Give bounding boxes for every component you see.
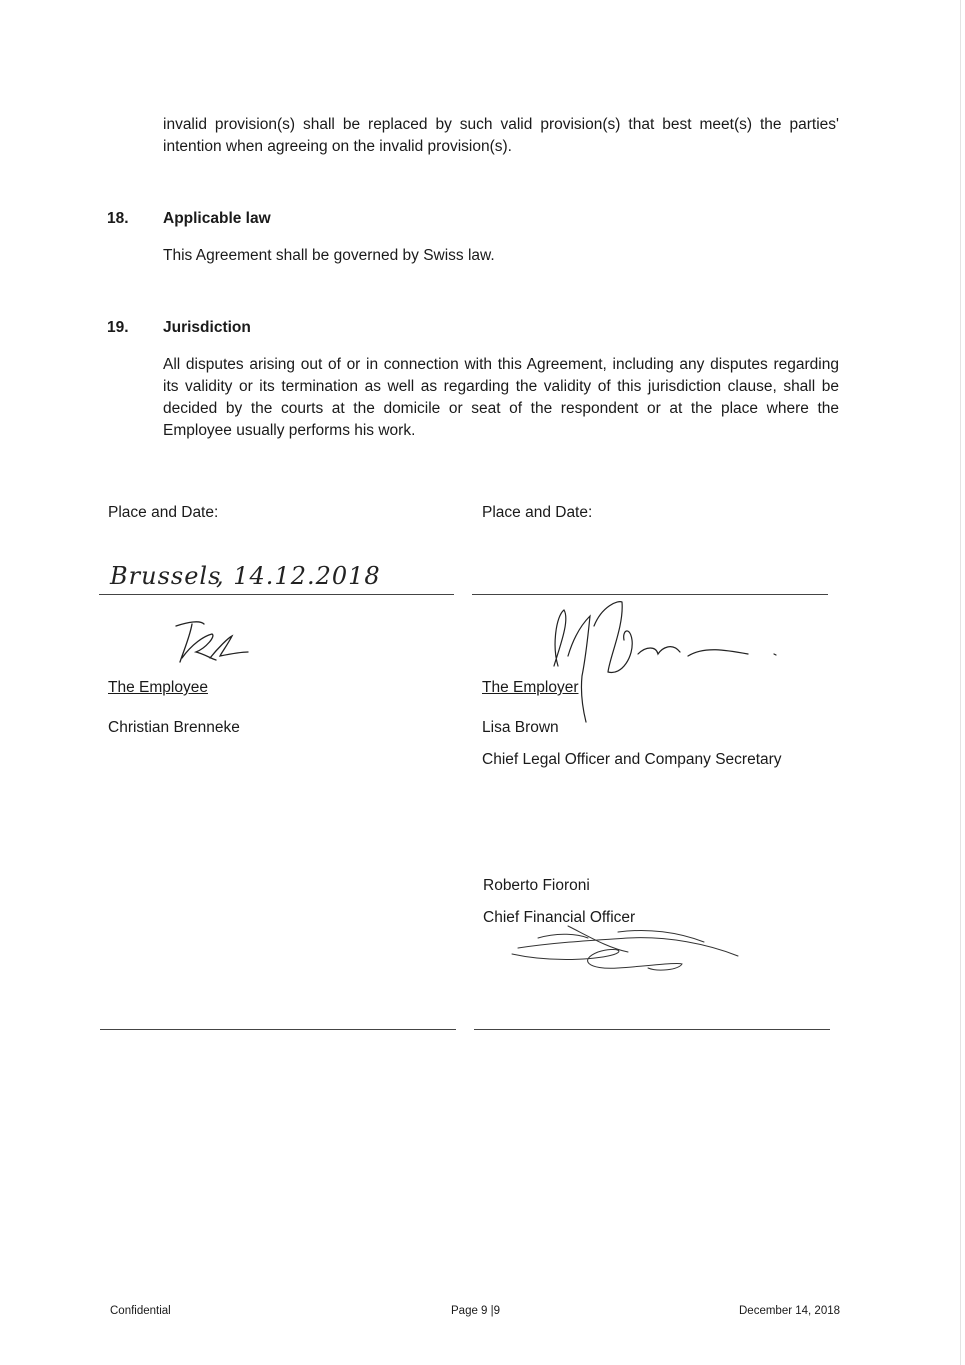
employee-role-label: The Employee bbox=[108, 679, 208, 696]
employer-bottom-line bbox=[474, 1029, 830, 1030]
continuation-paragraph: invalid provision(s) shall be replaced by such valid provision(s) that best meet(s) the parties' intention when agreeing on the invalid provision(s). bbox=[163, 116, 839, 155]
section-19-text: All disputes arising out of or in connection with this Agreement, including any disputes regarding its validity or its termination as well as regarding the validity of this jurisdiction clause, shall be decided by the courts at the domicile or seat of the respondent or at the place where the Employee usually performs his work. bbox=[163, 356, 839, 439]
employer-signer2-name: Roberto Fioroni bbox=[483, 877, 590, 894]
section-18-title: Applicable law bbox=[163, 210, 271, 227]
section-19-title: Jurisdiction bbox=[163, 319, 251, 336]
employer-signature-scribble bbox=[538, 596, 783, 726]
employee-signature-scribble bbox=[170, 618, 250, 668]
section-18-text: This Agreement shall be governed by Swiss law. bbox=[163, 247, 495, 264]
cfo-signature-scribble bbox=[508, 918, 743, 978]
employer-place-date-label: Place and Date: bbox=[482, 504, 593, 521]
handwritten-date: , 14.12.2018 bbox=[216, 562, 381, 590]
footer-page-number: Page 9 |9 bbox=[451, 1305, 501, 1317]
employee-name: Christian Brenneke bbox=[108, 719, 240, 736]
handwritten-place: Brussels bbox=[110, 562, 222, 590]
employee-date-line bbox=[99, 594, 454, 595]
employer-signer2-title: Chief Financial Officer bbox=[483, 909, 636, 926]
footer-date: December 14, 2018 bbox=[739, 1305, 841, 1317]
section-18-number: 18. bbox=[107, 210, 129, 227]
section-19-number: 19. bbox=[107, 319, 129, 336]
employer-signer1-name: Lisa Brown bbox=[482, 719, 559, 736]
employer-role-label: The Employer bbox=[482, 679, 579, 696]
employer-signer1-title: Chief Legal Officer and Company Secretary bbox=[482, 751, 782, 768]
employee-place-date-label: Place and Date: bbox=[108, 504, 219, 521]
employer-date-line bbox=[472, 594, 828, 595]
scan-edge bbox=[960, 0, 961, 1365]
footer-confidential: Confidential bbox=[110, 1305, 171, 1317]
employee-bottom-line bbox=[100, 1029, 456, 1030]
